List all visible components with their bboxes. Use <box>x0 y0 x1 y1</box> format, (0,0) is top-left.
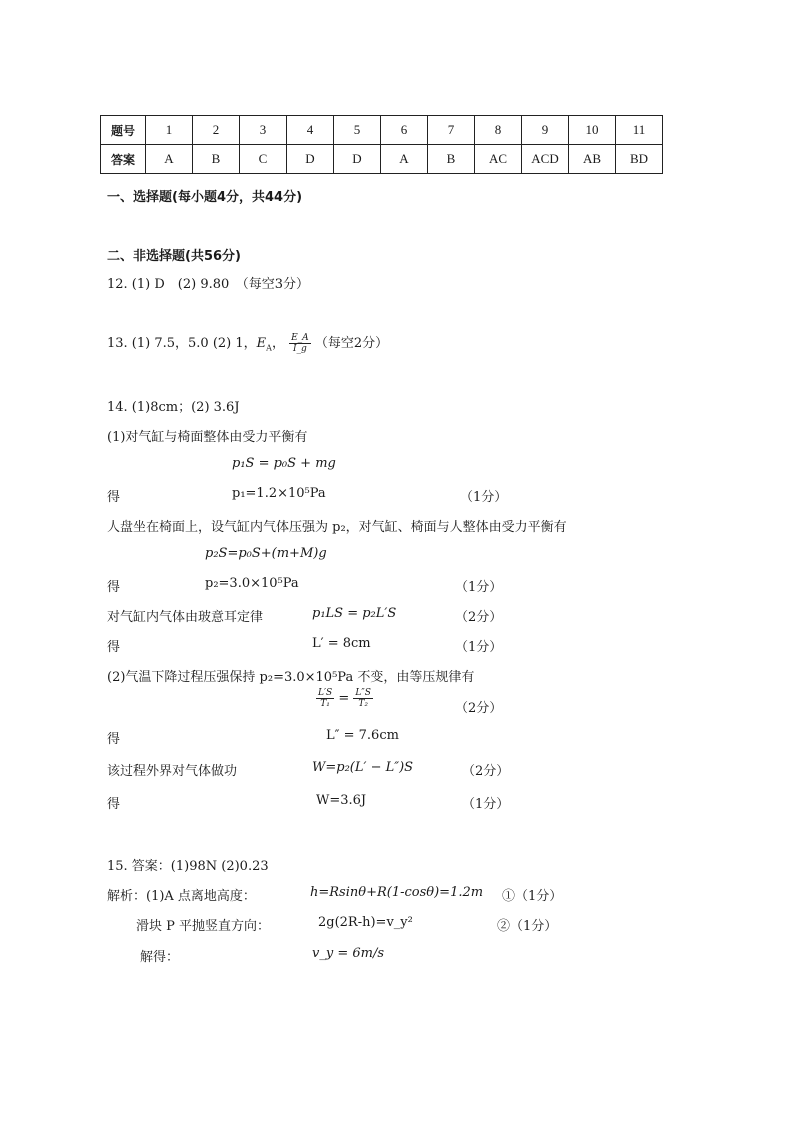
q14-equation-4: p₂=3.0×10⁵Pa <box>205 576 299 591</box>
q14-points-5: （2分） <box>455 610 503 625</box>
question-12: 12. (1) D (2) 9.80 （每空3分） <box>107 277 310 292</box>
table-cell: 7 <box>428 116 475 145</box>
q13-comma: ， <box>271 336 285 351</box>
q14-de-4: 得 <box>107 732 121 747</box>
answer-table <box>100 115 663 174</box>
q14-de-3: 得 <box>107 640 121 655</box>
table-cell: AB <box>569 145 616 174</box>
q14-text-4: (2)气温下降过程压强保持 p₂=3.0×10⁵Pa 不变，由等压规律有 <box>107 670 475 685</box>
q15-answer-line: 15. 答案：(1)98N (2)0.23 <box>107 859 269 874</box>
q14-points-2: （1分） <box>460 490 508 505</box>
q14-equation-7 <box>316 688 373 709</box>
table-cell: 11 <box>616 116 663 145</box>
table-cell: D <box>287 145 334 174</box>
q13-prefix: 13. (1) 7.5，5.0 (2) 1， <box>107 336 257 351</box>
q14-equation-3: p₂S=p₀S+(m+M)g <box>205 546 327 561</box>
q15-equation-1: h=Rsinθ+R(1-cosθ)=1.2m <box>310 885 484 900</box>
table-cell: 4 <box>287 116 334 145</box>
table-cell: A <box>381 145 428 174</box>
question-13 <box>107 332 388 354</box>
q14-eq7-right-numerator: L″S <box>355 688 371 698</box>
table-cell: 1 <box>146 116 193 145</box>
q14-eq7-right-fraction <box>353 688 373 709</box>
q14-points-6: （1分） <box>455 640 503 655</box>
table-cell: 9 <box>522 116 569 145</box>
q14-equation-8: L″ = 7.6cm <box>326 728 399 743</box>
q14-eq7-left-fraction <box>316 688 334 709</box>
section-heading-nonchoice: 二、非选择题(共56分) <box>107 249 241 264</box>
q13-ea: E <box>256 336 267 351</box>
q14-equation-5: p₁LS = p₂L′S <box>312 606 397 621</box>
q14-equation-6: L′ = 8cm <box>312 636 371 651</box>
q14-eq7-left-numerator: L′S <box>318 688 333 698</box>
q13-points: （每空2分） <box>314 336 389 351</box>
q13-fraction <box>289 333 311 354</box>
q14-de-1: 得 <box>107 490 121 505</box>
table-header-question-number: 题号 <box>101 116 146 145</box>
q14-equation-1: p₁S = p₀S + mg <box>232 456 336 471</box>
q14-points-10: （1分） <box>462 797 510 812</box>
q14-text-3: 对气缸内气体由玻意耳定律 <box>107 610 264 625</box>
table-cell: ACD <box>522 145 569 174</box>
section-heading-choice: 一、选择题(每小题4分，共44分) <box>107 190 303 205</box>
q15-text-1: 解析：(1)A 点离地高度： <box>107 889 256 904</box>
q14-points-4: （1分） <box>455 580 503 595</box>
q13-ea-sub: A <box>266 343 272 353</box>
table-header-answer: 答案 <box>101 145 146 174</box>
table-cell: C <box>240 145 287 174</box>
table-cell: 6 <box>381 116 428 145</box>
table-cell: BD <box>616 145 663 174</box>
table-cell: D <box>334 145 381 174</box>
q14-equation-10: W=3.6J <box>316 793 367 808</box>
q15-points-1: ①（1分） <box>502 889 563 904</box>
q14-de-5: 得 <box>107 797 121 812</box>
table-row-answers <box>101 145 663 174</box>
table-cell: 3 <box>240 116 287 145</box>
table-row-numbers <box>101 116 663 145</box>
q14-equation-2: p₁=1.2×10⁵Pa <box>232 486 326 501</box>
table-cell: 10 <box>569 116 616 145</box>
q14-text-5: 该过程外界对气体做功 <box>107 764 238 779</box>
q14-equation-9: W=p₂(L′ − L″)S <box>312 760 414 775</box>
q14-text-2: 人盘坐在椅面上，设气缸内气体压强为 p₂，对气缸、椅面与人整体由受力平衡有 <box>107 520 567 535</box>
q15-equation-3: v_y = 6m/s <box>312 946 384 961</box>
table-cell: A <box>146 145 193 174</box>
q14-eq7-left-denominator: T₁ <box>320 699 330 709</box>
q15-text-2: 滑块 P 平抛竖直方向： <box>136 919 271 934</box>
q14-text-1: (1)对气缸与椅面整体由受力平衡有 <box>107 430 308 445</box>
q14-eq7-equals: = <box>338 691 350 706</box>
q15-text-3: 解得： <box>140 950 180 965</box>
q14-de-2: 得 <box>107 580 121 595</box>
q14-points-9: （2分） <box>462 764 510 779</box>
q13-fraction-denominator: I_g <box>292 344 307 354</box>
q15-points-2: ②（1分） <box>497 919 558 934</box>
q13-fraction-numerator: E_A <box>291 333 309 343</box>
q14-answer-line: 14. (1)8cm；(2) 3.6J <box>107 400 240 415</box>
table-cell: 2 <box>193 116 240 145</box>
table-cell: B <box>193 145 240 174</box>
q14-eq7-right-denominator: T₂ <box>358 699 368 709</box>
table-cell: 8 <box>475 116 522 145</box>
q14-points-7: （2分） <box>455 701 503 716</box>
q15-equation-2: 2g(2R-h)=v_y² <box>318 915 413 930</box>
table-cell: B <box>428 145 475 174</box>
table-cell: AC <box>475 145 522 174</box>
table-cell: 5 <box>334 116 381 145</box>
